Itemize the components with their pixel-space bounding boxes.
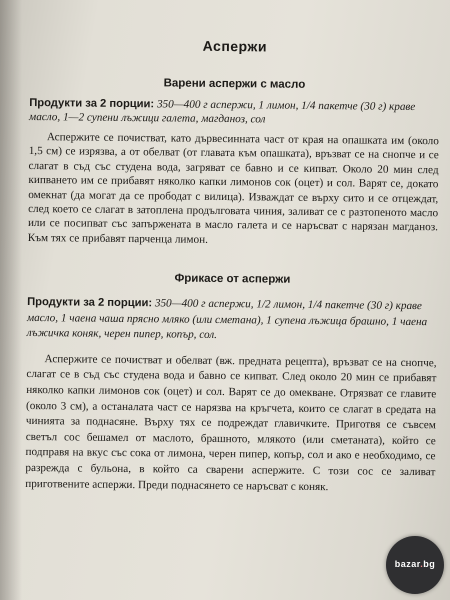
recipe-instructions: Аспержите се почистват и обелват (вж. предната рецепта), връзват се на снопче, слагат се в съд със студена вода и бавно се кипват. След около 20 мин се прибавят няколко капки лимонов сок (оцет) и сол. Варят се до омекване. Отрязват се главите (около 3 см), а останалата част се нарязва на кръгчета, които се слагат в средата на чинията за поднасяне. Върху тях се подреждат главичките. Приготвя се съвсем светъл сос бешамел от маслото, брашното, млякото (или сметаната), който се подправя на вкус със сока от лимона, черен пипер, копър, сол и ако е необходимо, се разрежда с бульона, в който са сварени аспержите. С този сос се заливат приготвените аспержи. Преди поднасянето се наръсват с коняк. bbox=[25, 352, 437, 493]
page-shadow bbox=[0, 0, 22, 600]
ingredients-lead: Продукти за 2 порции: bbox=[29, 96, 155, 111]
ingredients-paragraph bbox=[27, 295, 437, 346]
ingredients-lead: Продукти за 2 порции: bbox=[27, 296, 153, 310]
ingredients-list: 350—400 г аспержи, 1 лимон, 1/4 пакетче (30 г) краве масло, 1—2 супени лъжици галета, магданоз, сол bbox=[29, 98, 416, 126]
recipe-title: Варени аспержи с масло bbox=[163, 77, 306, 91]
page-title: Аспержи bbox=[202, 37, 268, 55]
ingredients-list: 350—400 г аспержи, 1/2 лимон, 1/4 пакетче (30 г) краве масло, 1 чаена чаша прясно мляко (или сметана), 1 супена лъжица брашно, 1 чаена лъжичка коняк, черен пипер, копър, сол. bbox=[26, 297, 428, 342]
recipe-asparagus-fricassee bbox=[25, 271, 437, 496]
page-content bbox=[25, 30, 440, 496]
ingredients-paragraph bbox=[29, 96, 439, 128]
recipe-title: Фрикасе от аспержи bbox=[174, 272, 291, 286]
watermark-text: bazar.bg bbox=[394, 559, 436, 569]
recipe-instructions: Аспержите се почистват, като дървесинната част от края на опашката им (около 1,5 см) се изрязва, а от обелват (от главата към опашката), връзват се на снопче и се слагат в съд със студена вода, загряват се бавно и се кипват. Около 20 мин след кипването им се прибавят няколко капки лимонов сок (оцет) и сол. Варят се, докато омекнат (да могат да се прободат с вилица). Изваждат се върху сито и се отцеждат, след което се слагат в затоплена продълговата чиния, заливат се с разтопеното масло или се посипват със запържената в масло галета и се наръсват с нарязан магданоз. Към тях се прибавят парченца лимон. bbox=[27, 131, 439, 246]
recipe-boiled-asparagus bbox=[28, 76, 440, 250]
watermark-logo bbox=[386, 536, 444, 594]
